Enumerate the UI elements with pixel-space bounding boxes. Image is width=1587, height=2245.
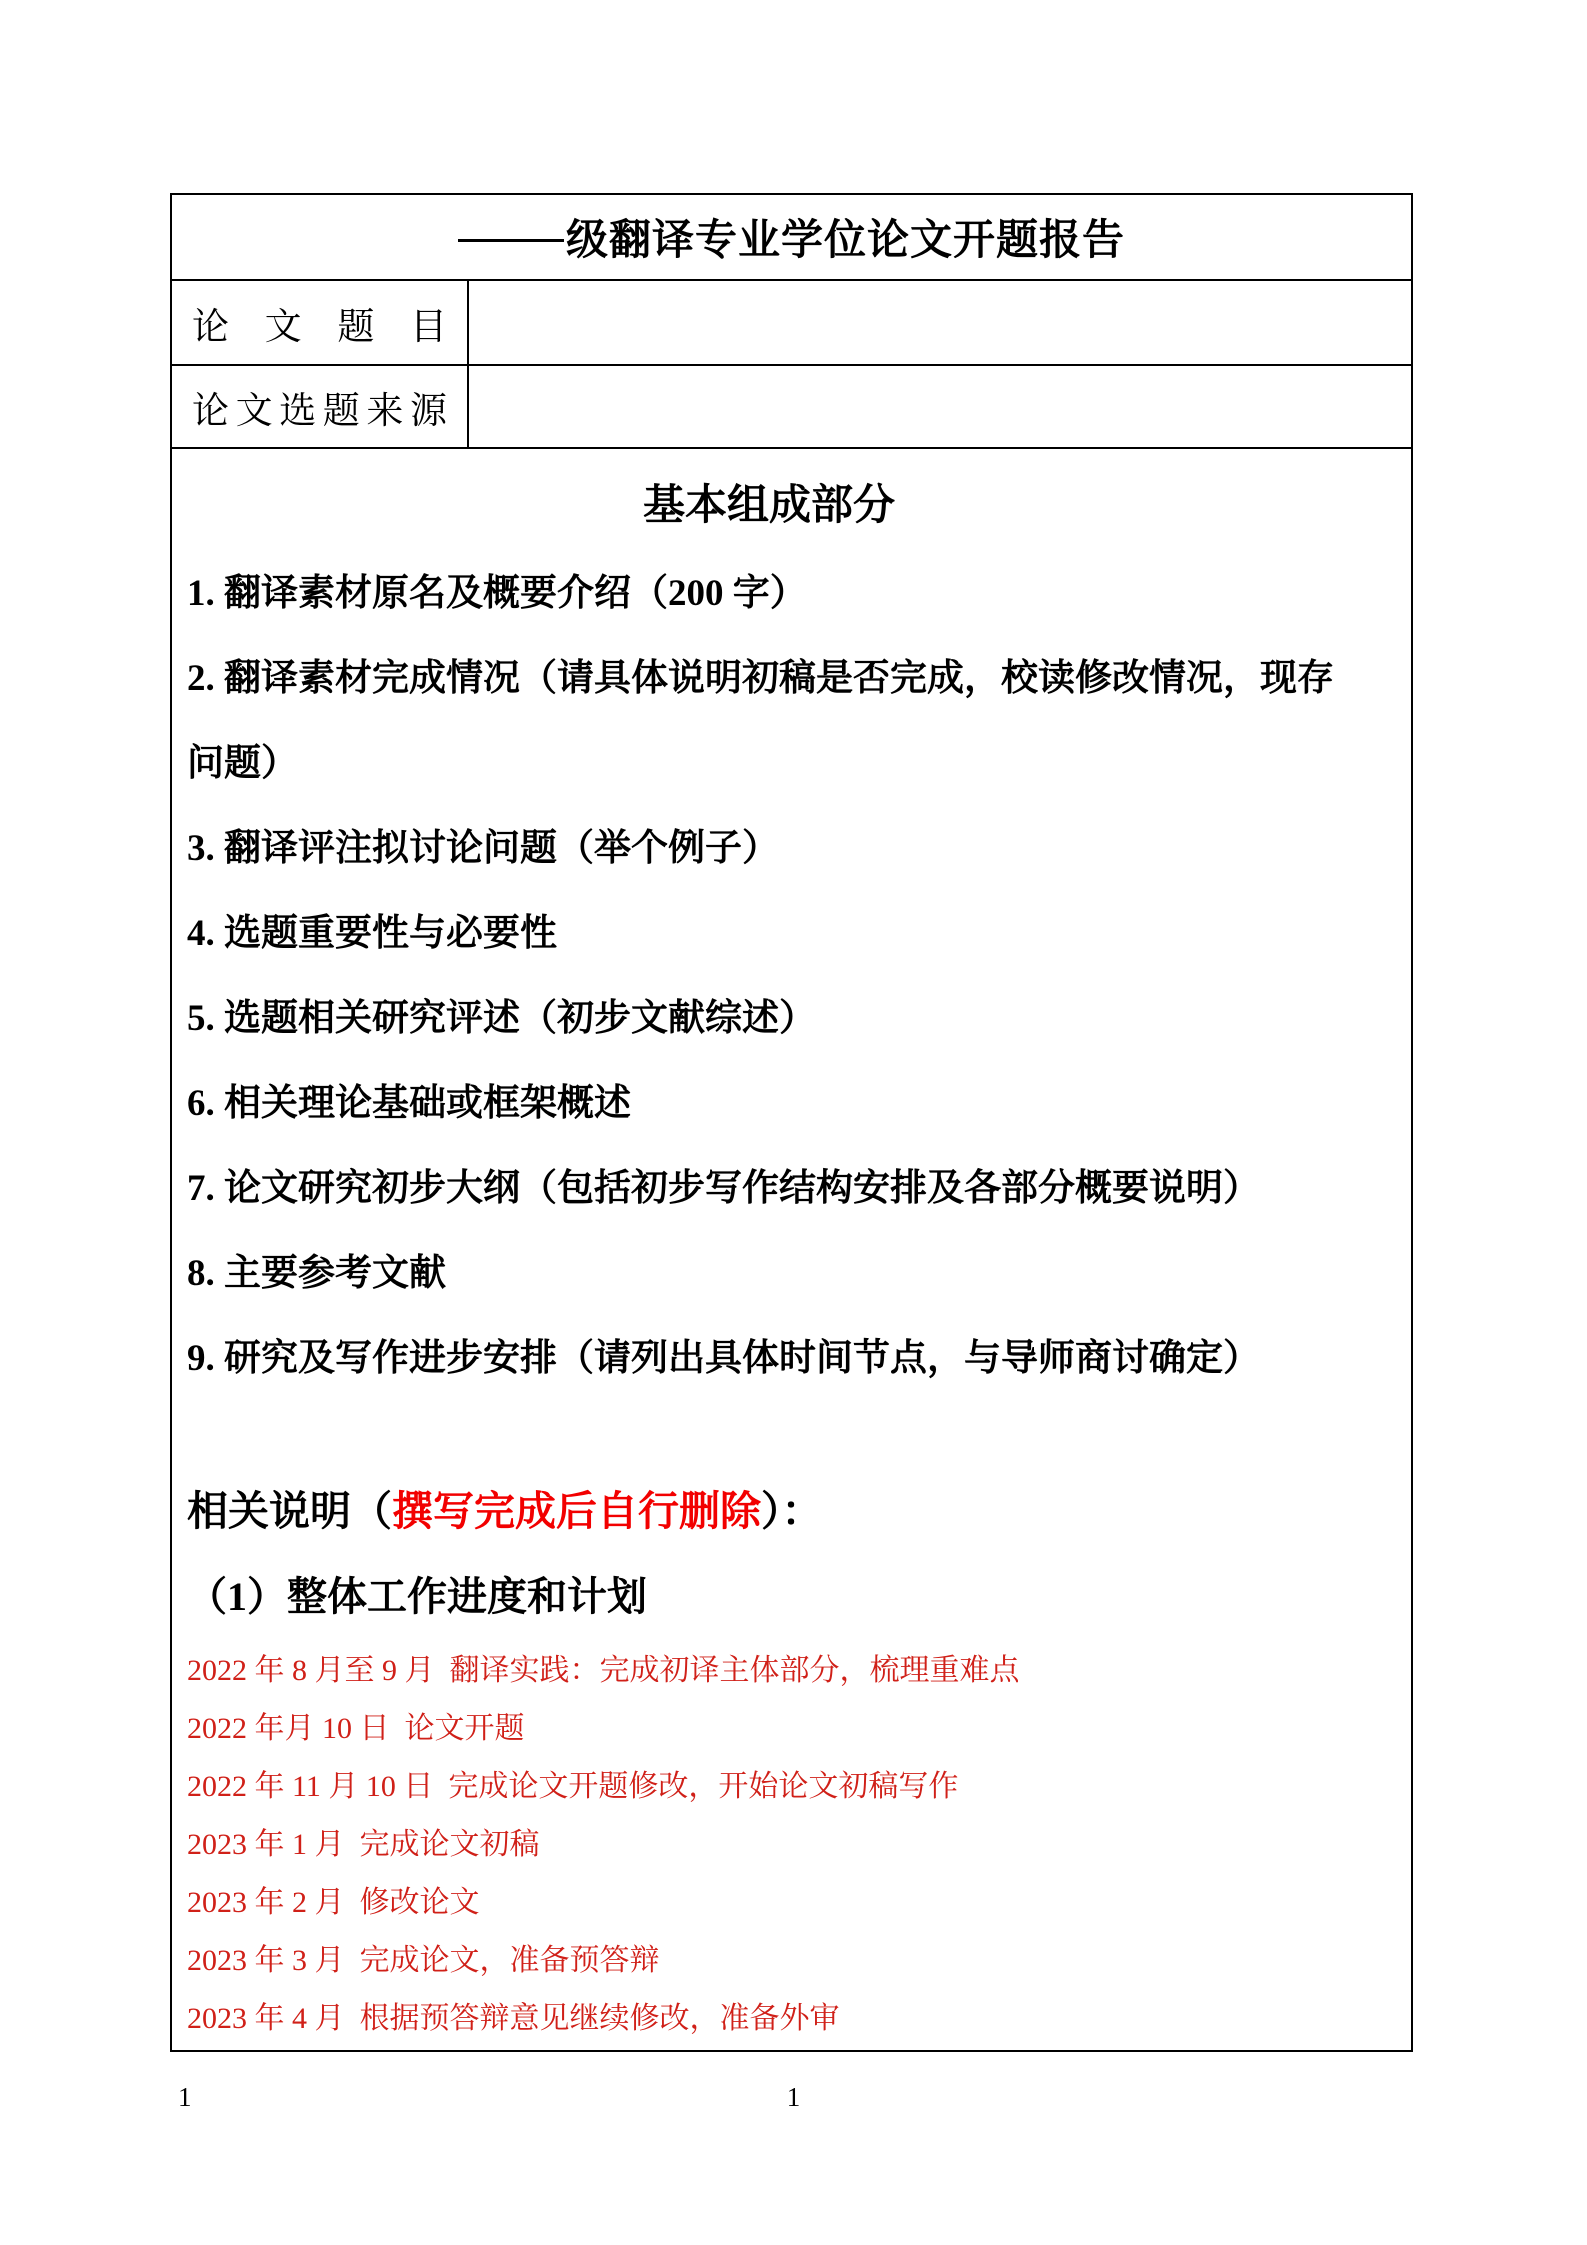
thesis-title-label — [172, 281, 469, 364]
topic-source-value-cell — [469, 366, 1411, 447]
page-title: 级翻译专业学位论文开题报告 — [565, 218, 1125, 264]
schedule-line-4: 2023 年 1 月 完成论文初稿 — [187, 1828, 540, 1861]
schedule-line-1: 2022 年 8 月至 9 月 翻译实践：完成初译主体部分，梳理重难点 — [187, 1654, 1020, 1687]
notes-line — [187, 1481, 1351, 1541]
schedule-line-2: 2022 年月 10 日 论文开题 — [187, 1712, 525, 1745]
schedule-line-6: 2023 年 3 月 完成论文，准备预答辩 — [187, 1944, 660, 1977]
schedule-line-5: 2023 年 2 月 修改论文 — [187, 1886, 480, 1919]
notes-prefix: 相关说明（ — [187, 1488, 392, 1534]
item-4: 4. 选题重要性与必要性 — [187, 913, 557, 954]
thesis-title-label-text: 论 文 题 目 — [192, 306, 447, 348]
schedule-line-7: 2023 年 4 月 根据预答辩意见继续修改，准备外审 — [187, 2002, 840, 2035]
subsection-heading: （1）整体工作进度和计划 — [187, 1574, 647, 1619]
schedule-list — [187, 1642, 1351, 2048]
item-3: 3. 翻译评注拟讨论问题（举个例子） — [187, 828, 779, 869]
schedule-line-3: 2022 年 11 月 10 日 完成论文开题修改，开始论文初稿写作 — [187, 1770, 959, 1803]
thesis-title-value-cell — [469, 281, 1411, 364]
topic-source-label — [172, 366, 469, 447]
item-1: 1. 翻译素材原名及概要介绍（200 字） — [187, 573, 807, 614]
page-number-center: 1 — [786, 2082, 801, 2112]
row-thesis-title — [172, 279, 1411, 364]
section-heading: 基本组成部分 — [642, 483, 895, 529]
notes-suffix: ）： — [761, 1488, 823, 1534]
item-8: 8. 主要参考文献 — [187, 1253, 446, 1294]
main-content-cell — [172, 447, 1411, 2050]
notes-highlight-red: 撰写完成后自行删除 — [392, 1488, 761, 1534]
footer — [0, 2082, 1587, 2126]
row-topic-source — [172, 364, 1411, 447]
item-6: 6. 相关理论基础或框架概述 — [187, 1083, 631, 1124]
title-row — [172, 195, 1411, 279]
item-2: 2. 翻译素材完成情况（请具体说明初稿是否完成，校读修改情况，现存问题） — [187, 658, 1334, 784]
topic-source-label-text: 论文选题来源 — [192, 390, 447, 432]
item-9: 9. 研究及写作进步安排（请列出具体时间节点，与导师商讨确定） — [187, 1338, 1260, 1379]
page-number-left: 1 — [178, 2082, 192, 2112]
report-table — [170, 193, 1413, 2052]
title-blank-line — [458, 233, 564, 242]
item-7: 7. 论文研究初步大纲（包括初步写作结构安排及各部分概要说明） — [187, 1168, 1260, 1209]
item-5: 5. 选题相关研究评述（初步文献综述） — [187, 998, 816, 1039]
